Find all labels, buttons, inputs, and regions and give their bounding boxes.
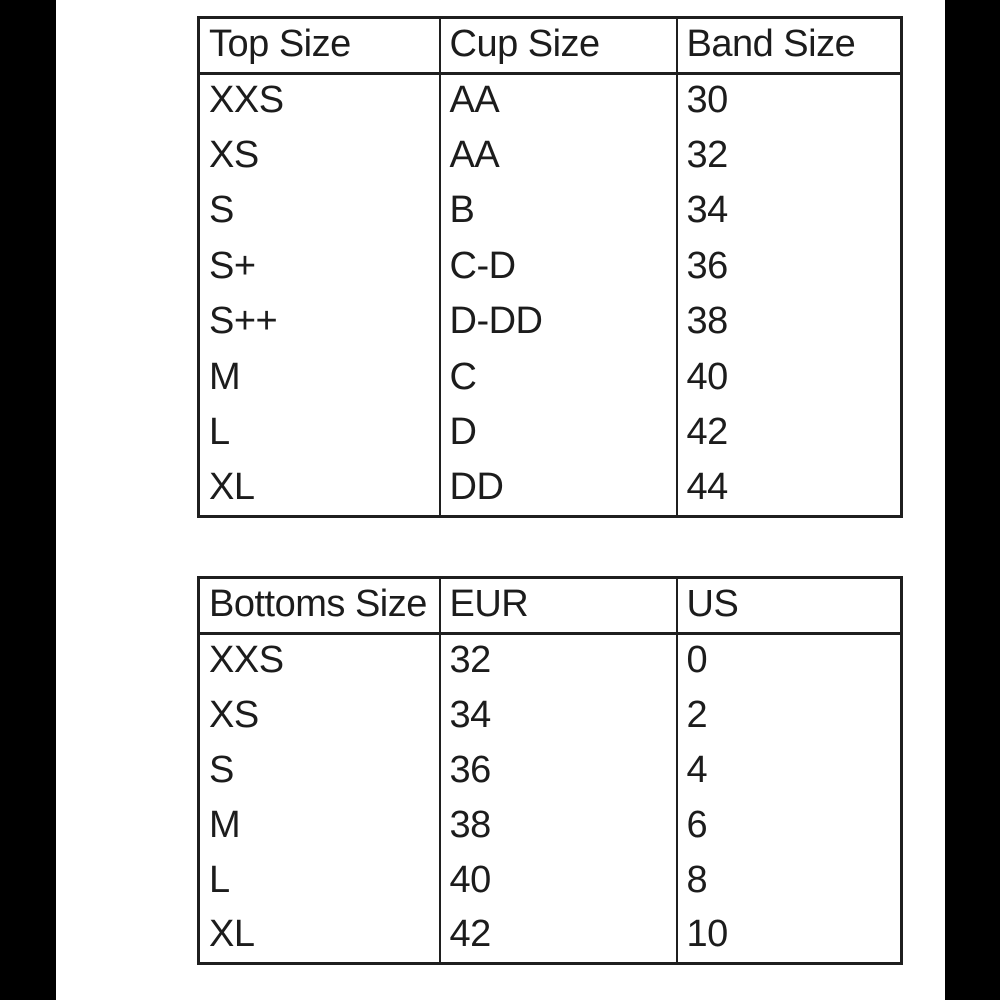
table-cell: S [209, 748, 234, 791]
table-row [199, 689, 902, 744]
table-cell: 2 [677, 689, 902, 744]
table-cell: 10 [677, 909, 902, 964]
table-cell: AA [440, 74, 677, 129]
table-row [199, 909, 902, 964]
table-cell: 36 [677, 240, 902, 295]
right-letterbox-bar [945, 0, 1000, 1000]
table-cell: C-D [440, 240, 677, 295]
table-row [199, 295, 902, 350]
table-cell: S [209, 189, 234, 232]
table-cell: B [440, 184, 677, 239]
table-cell: 6 [677, 799, 902, 854]
header-row [199, 578, 902, 634]
table-cell: M [209, 803, 241, 846]
table-cell: 0 [677, 634, 902, 689]
column-header: Band Size [677, 18, 902, 74]
table-cell: 38 [677, 295, 902, 350]
table-cell: XS [209, 134, 259, 177]
table-cell: 8 [677, 854, 902, 909]
table-row [199, 799, 902, 854]
table-cell: S++ [209, 300, 278, 343]
column-header: EUR [440, 578, 677, 634]
header-row [199, 18, 902, 74]
table-cell: 40 [440, 854, 677, 909]
table-cell: DD [440, 461, 677, 516]
table-row [199, 74, 902, 129]
table-cell: 34 [677, 184, 902, 239]
top-size-table [197, 16, 903, 518]
table-row [199, 129, 902, 184]
table-cell: 34 [440, 689, 677, 744]
table-cell: D [440, 406, 677, 461]
column-header: Top Size [199, 18, 440, 74]
column-header: Cup Size [440, 18, 677, 74]
table-cell: 32 [677, 129, 902, 184]
table-row [199, 240, 902, 295]
table-cell: 38 [440, 799, 677, 854]
table-row [199, 854, 902, 909]
table-cell: XS [209, 693, 259, 736]
table-cell: D-DD [440, 295, 677, 350]
table-cell: C [440, 350, 677, 405]
table-cell: 32 [440, 634, 677, 689]
table-row [199, 461, 902, 516]
table-cell: 36 [440, 744, 677, 799]
table-cell: L [209, 858, 230, 901]
table-cell: 30 [677, 74, 902, 129]
table-cell: AA [440, 129, 677, 184]
table-cell: L [209, 410, 230, 453]
table-cell: XXS [209, 639, 284, 682]
table-row [199, 184, 902, 239]
table-cell: 42 [440, 909, 677, 964]
table-cell: XL [209, 912, 255, 955]
table-cell: 42 [677, 406, 902, 461]
table-cell: 40 [677, 350, 902, 405]
table-row [199, 744, 902, 799]
table-cell: M [209, 355, 241, 398]
table-cell: 4 [677, 744, 902, 799]
table-cell: XXS [209, 79, 284, 122]
table-row [199, 406, 902, 461]
table-cell: 44 [677, 461, 902, 516]
left-letterbox-bar [0, 0, 56, 1000]
column-header: Bottoms Size [199, 578, 440, 634]
table-cell: S+ [209, 244, 256, 287]
column-header: US [677, 578, 902, 634]
bottoms-size-table [197, 576, 903, 965]
table-row [199, 350, 902, 405]
table-cell: XL [209, 465, 255, 508]
table-row [199, 634, 902, 689]
